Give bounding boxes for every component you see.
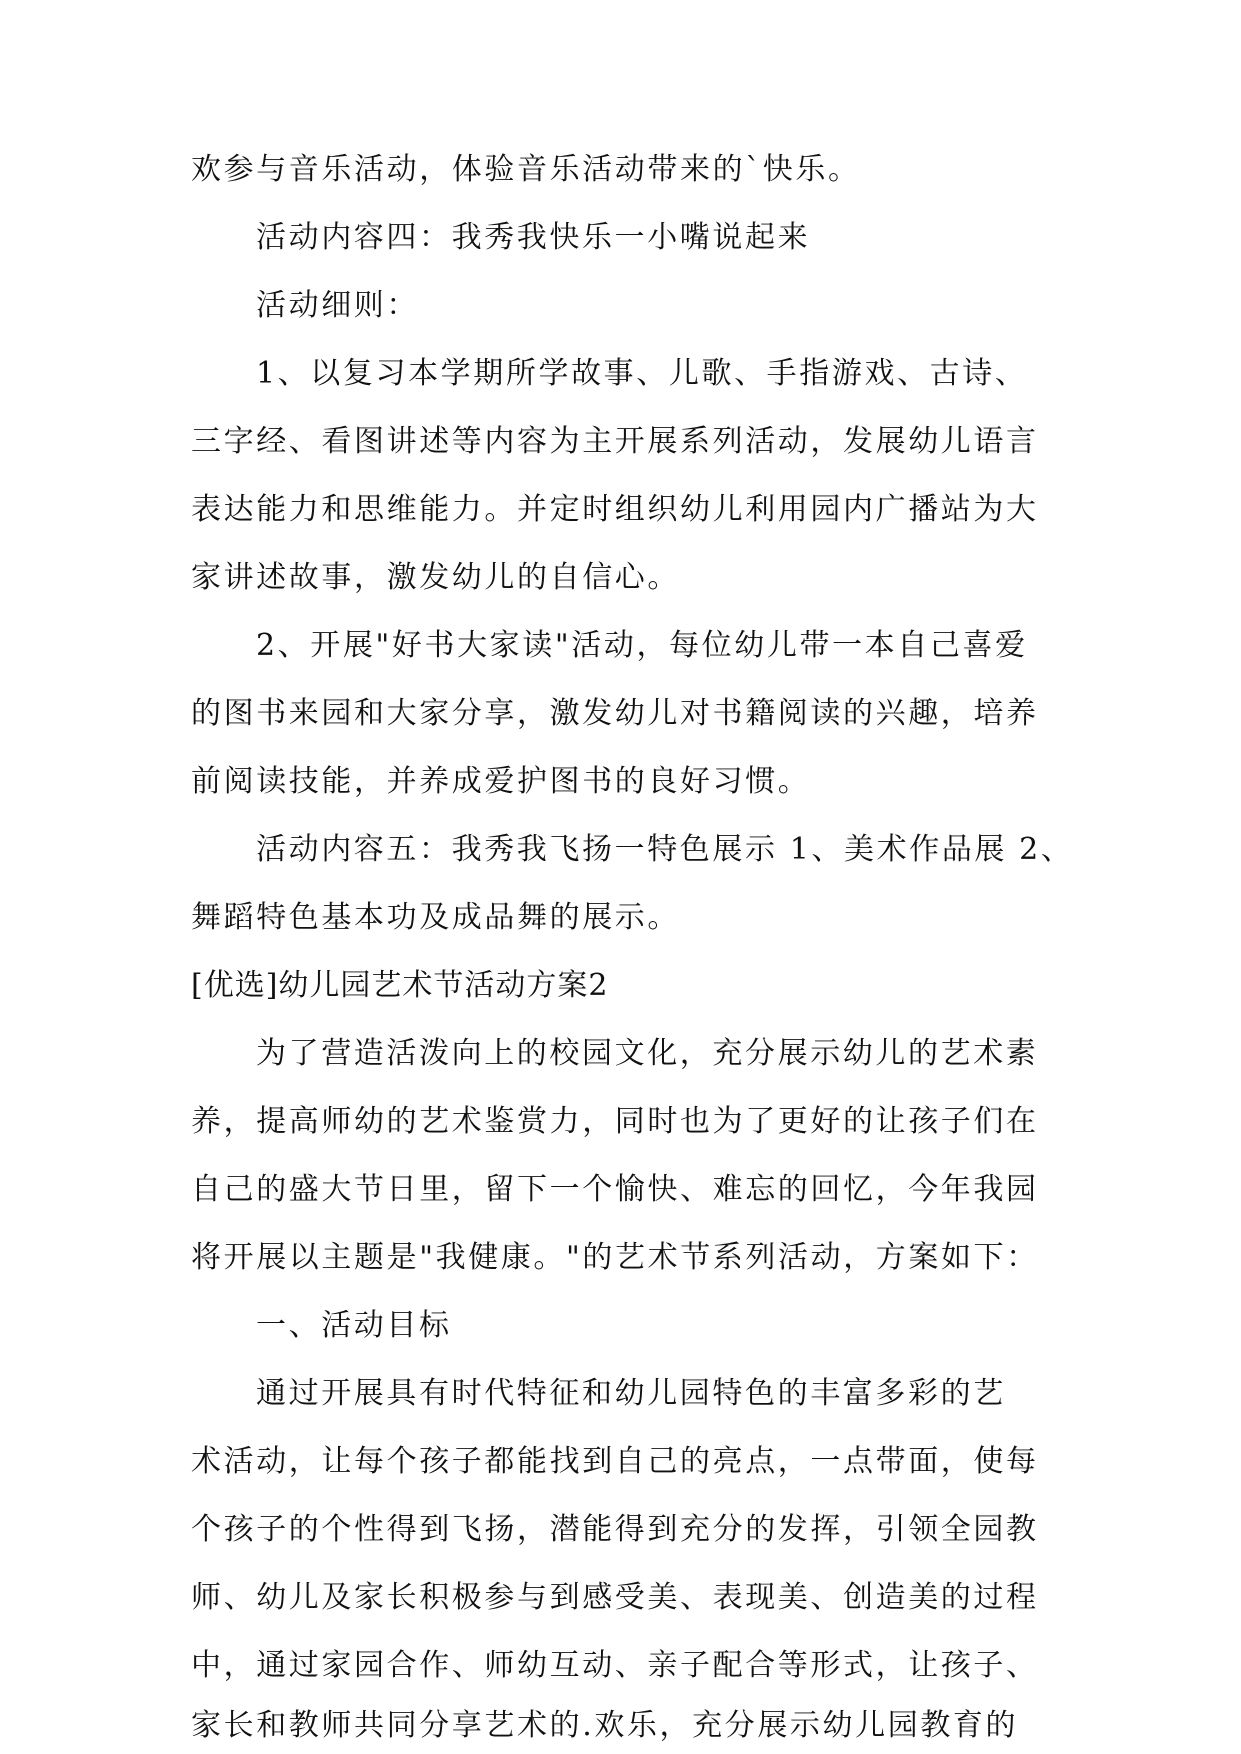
text-line-activity-rules: 活动细则： — [256, 288, 419, 323]
text-line-item-1: 1、以复习本学期所学故事、儿歌、手指游戏、古诗、 — [256, 356, 1028, 391]
section-heading-goals: 一、活动目标 — [256, 1308, 452, 1343]
text-line-10: 前阅读技能，并养成爱护图书的良好习惯。 — [191, 764, 811, 799]
document-title: [优选]幼儿园艺术节活动方案2 — [191, 968, 609, 1003]
text-line-16: 自己的盛大节日里，留下一个愉快、难忘的回忆，今年我园 — [191, 1172, 1039, 1207]
text-line-22: 师、幼儿及家长积极参与到感受美、表现美、创造美的过程 — [191, 1580, 1039, 1615]
text-line-14: 为了营造活泼向上的校园文化，充分展示幼儿的艺术素 — [256, 1036, 1039, 1071]
text-line-12: 舞蹈特色基本功及成品舞的展示。 — [191, 900, 680, 935]
text-line-item-2: 2、开展"好书大家读"活动，每位幼儿带一本自己喜爱 — [256, 628, 1028, 663]
text-line-7: 家讲述故事，激发幼儿的自信心。 — [191, 560, 680, 595]
text-line-9: 的图书来园和大家分享，激发幼儿对书籍阅读的兴趣，培养 — [191, 696, 1039, 731]
text-line-17: 将开展以主题是"我健康。"的艺术节系列活动，方案如下： — [191, 1240, 1039, 1275]
text-line-6: 表达能力和思维能力。并定时组织幼儿利用园内广播站为大 — [191, 492, 1039, 527]
text-line-19: 通过开展具有时代特征和幼儿园特色的丰富多彩的艺 — [256, 1376, 1006, 1411]
text-line-1: 欢参与音乐活动，体验音乐活动带来的`快乐。 — [191, 152, 861, 187]
text-line-23: 中，通过家园合作、师幼互动、亲子配合等形式，让孩子、 — [191, 1648, 1039, 1683]
text-line-5: 三字经、看图讲述等内容为主开展系列活动，发展幼儿语言 — [191, 424, 1039, 459]
text-line-21: 个孩子的个性得到飞扬，潜能得到充分的发挥，引领全园教 — [191, 1512, 1039, 1547]
text-line-20: 术活动，让每个孩子都能找到自己的亮点，一点带面，使每 — [191, 1444, 1039, 1479]
text-line-15: 养，提高师幼的艺术鉴赏力，同时也为了更好的让孩子们在 — [191, 1104, 1039, 1139]
text-line-24: 家长和教师共同分享艺术的.欢乐，充分展示幼儿园教育的 — [191, 1708, 1019, 1743]
section-heading-activity-5: 活动内容五：我秀我飞扬一特色展示 1、美术作品展 2、 — [256, 832, 1074, 867]
section-heading-activity-4: 活动内容四：我秀我快乐一小嘴说起来 — [256, 220, 811, 255]
